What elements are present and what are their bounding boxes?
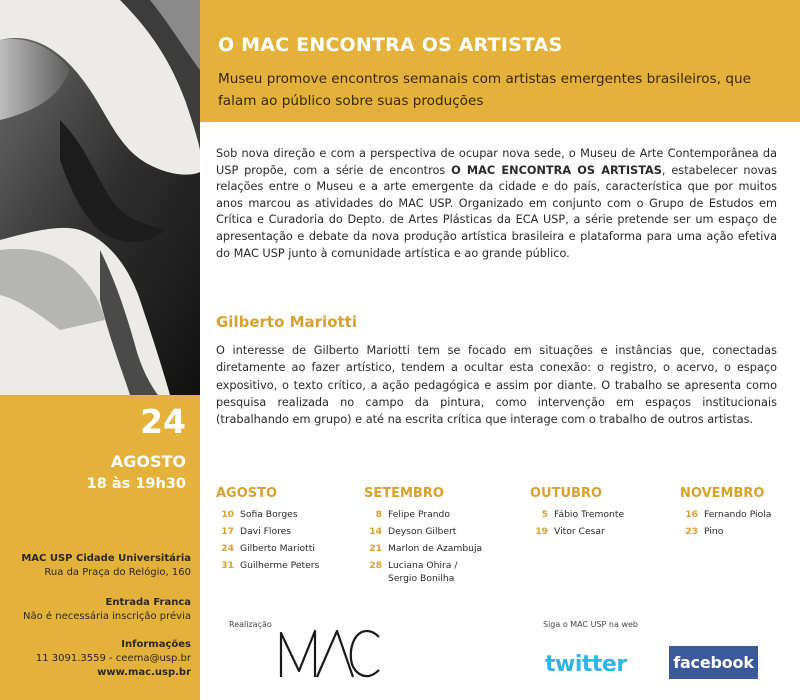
venue-title: MAC USP Cidade Universitária [21, 553, 191, 564]
calendar-day: 16 [685, 509, 698, 520]
calendar-month-heading: NOVEMBRO [680, 486, 765, 501]
calendar-column-outubro [530, 486, 624, 542]
calendar-artist: Davi Flores [240, 526, 292, 537]
intro-paragraph [216, 146, 777, 262]
calendar-day: 31 [221, 560, 234, 571]
facebook-logo[interactable]: facebook [669, 646, 758, 679]
calendar-month-heading: OUTUBRO [530, 486, 603, 501]
intro-highlight: O MAC ENCONTRA OS ARTISTAS [451, 163, 662, 177]
calendar-month-heading: SETEMBRO [364, 486, 444, 501]
realizacao-label: Realização [229, 620, 272, 629]
calendar-entry [364, 508, 482, 521]
calendar-artist: Marlon de Azambuja [388, 543, 483, 554]
calendar-entry [530, 525, 624, 538]
calendar-day: 14 [369, 526, 382, 537]
calendar-artist: Guilherme Peters [240, 560, 320, 571]
calendar-entry [216, 508, 319, 521]
venue-block [21, 552, 191, 580]
calendar-artist: Fernando Piola [704, 509, 772, 520]
calendar-day: 10 [221, 509, 234, 520]
calendar-entry [680, 508, 771, 521]
calendar-day: 28 [369, 560, 382, 571]
entry-note: Não é necessária inscrição prévia [23, 611, 191, 622]
calendar-entry [216, 525, 319, 538]
page-subtitle: Museu promove encontros semanais com artistas emergentes brasileiros, que falam ao público sobre suas produções [218, 71, 751, 109]
twitter-logo[interactable]: twitter [545, 652, 627, 677]
calendar-artist: Vitor Cesar [554, 526, 605, 537]
calendar-day: 5 [541, 509, 548, 520]
entry-title: Entrada Franca [105, 597, 191, 608]
calendar-day: 19 [535, 526, 548, 537]
calendar-entry [364, 559, 482, 585]
calendar-artist: Fábio Tremonte [554, 509, 625, 520]
intro-text-after: , estabelecer novas relações entre o Museu e a arte emergente da cidade e do país, característica que por muitos anos marcou as atividades do MAC USP. Organizado em conjunto com o Grupo de Estudos em Crítica e Curadoria do Depto. de Artes Plásticas da ECA USP, a série pretende ser um espaço de apresentação e debate da nova produção artística brasileira e plataforma para uma ação efetiva do MAC USP junto à comunidade artística e ao grande público. [216, 163, 777, 260]
calendar-artist: Luciana Ohira / Sergio Bonilha [388, 560, 458, 584]
entry-block [23, 596, 191, 624]
calendar-column-novembro [680, 486, 771, 542]
follow-label: Siga o MAC USP na web [543, 620, 638, 629]
mac-logo[interactable] [279, 627, 381, 683]
event-side-panel [0, 395, 200, 700]
website-link[interactable]: www.mac.usp.br [97, 667, 191, 678]
calendar-artist: Pino [704, 526, 724, 537]
event-day: 24 [140, 402, 186, 441]
featured-artist-text: O interesse de Gilberto Mariotti tem se focado em situações e instâncias que, conectadas diretamente ao fazer artístico, tendem a ocultar esta conexão: o registro, o acervo, o espaço expositivo, o texto crítico, a ação pedagógica e assim por diante. O trabalho se apresenta como pesquisa realizada no campo da pintura, como intervenção em espaços institucionais (trabalhando em grupo) e até na escrita crítica que interage com o trabalho de outros artistas. [216, 344, 777, 427]
calendar-day: 21 [369, 543, 382, 554]
calendar-day: 8 [375, 509, 382, 520]
calendar-day: 23 [685, 526, 698, 537]
venue-address: Rua da Praça do Relógio, 160 [44, 567, 191, 578]
contact-block [36, 638, 191, 680]
intro-text-before: Sob nova direção e com a perspectiva de ocupar nova sede, o Museu de Arte Contemporânea da USP propõe, com a série de encontros [216, 147, 777, 177]
calendar-entry [364, 542, 482, 555]
calendar-artist: Sofia Borges [240, 509, 298, 520]
calendar-entry [216, 542, 319, 555]
featured-artist-name: Gilberto Mariotti [216, 313, 357, 331]
contact-line: 11 3091.3559 - ceema@usp.br [35, 653, 191, 664]
event-time: 18 às 19h30 [86, 476, 186, 492]
calendar-entry [680, 525, 771, 538]
calendar-day: 24 [221, 543, 234, 554]
calendar-column-setembro [364, 486, 482, 589]
calendar-artist: Gilberto Mariotti [240, 543, 315, 554]
calendar-entry [364, 525, 482, 538]
header-band [200, 0, 800, 122]
calendar-column-agosto [216, 486, 319, 576]
calendar-entry [530, 508, 624, 521]
calendar-day: 17 [221, 526, 234, 537]
contact-title: Informações [121, 639, 191, 650]
artwork-image [0, 0, 200, 395]
event-month: AGOSTO [110, 452, 186, 471]
calendar-artist: Felipe Prando [388, 509, 451, 520]
calendar-artist: Deyson Gilbert [388, 526, 457, 537]
page-title: O MAC ENCONTRA OS ARTISTAS [218, 34, 563, 56]
calendar-entry [216, 559, 319, 572]
calendar-month-heading: AGOSTO [216, 486, 278, 501]
